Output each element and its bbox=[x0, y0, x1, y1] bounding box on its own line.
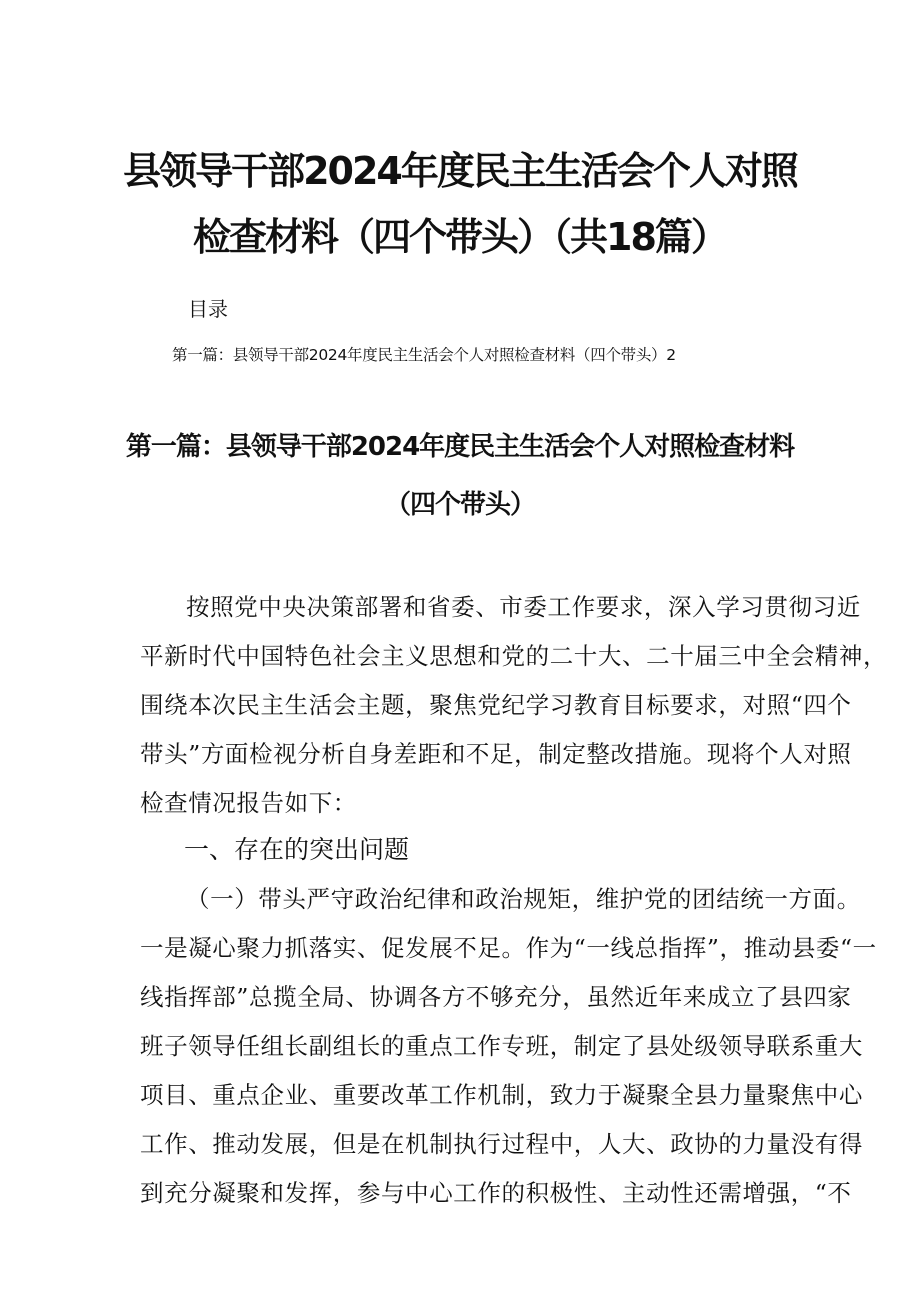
intro-line: 带头”方面检视分析自身差距和不足，制定整改措施。现将个人对照 bbox=[140, 740, 852, 768]
paragraph-line: 线指挥部”总揽全局、协调各方不够充分，虽然近年来成立了县四家 bbox=[140, 983, 852, 1011]
paragraph-line: 班子领导任组长副组长的重点工作专班，制定了县处级领导联系重大 bbox=[140, 1032, 863, 1060]
document-title-line-1: 县领导干部2024年度民主生活会个人对照 bbox=[123, 149, 797, 193]
paragraph-line: 一是凝心聚力抓落实、促发展不足。作为“一线总指挥”，推动县委“一 bbox=[140, 934, 877, 962]
paragraph-line: 工作、推动发展，但是在机制执行过程中，人大、政协的力量没有得 bbox=[140, 1130, 863, 1158]
intro-line: 平新时代中国特色社会主义思想和党的二十大、二十届三中全会精神， bbox=[140, 642, 888, 670]
section-heading-problems: 一、存在的突出问题 bbox=[184, 835, 410, 864]
paragraph-line: 到充分凝聚和发挥，参与中心工作的积极性、主动性还需增强，“不 bbox=[140, 1179, 852, 1207]
toc-heading: 目录 bbox=[188, 297, 228, 321]
paragraph-line: （一）带头严守政治纪律和政治规矩，维护党的团结统一方面。 bbox=[186, 885, 861, 913]
section-title-line-2: （四个带头） bbox=[384, 490, 535, 520]
section-title-line-1: 第一篇：县领导干部2024年度民主生活会个人对照检查材料 bbox=[125, 432, 795, 462]
document-title-line-2: 检查材料（四个带头）（共18篇） bbox=[193, 215, 727, 259]
intro-line: 按照党中央决策部署和省委、市委工作要求，深入学习贯彻习近 bbox=[186, 593, 861, 621]
intro-line: 围绕本次民主生活会主题，聚焦党纪学习教育目标要求，对照“四个 bbox=[140, 691, 852, 719]
intro-line: 检查情况报告如下： bbox=[140, 789, 357, 817]
paragraph-line: 项目、重点企业、重要改革工作机制，致力于凝聚全县力量聚焦中心 bbox=[140, 1081, 863, 1109]
toc-entry-1[interactable]: 第一篇：县领导干部2024年度民主生活会个人对照检查材料（四个带头）2 bbox=[172, 346, 676, 364]
